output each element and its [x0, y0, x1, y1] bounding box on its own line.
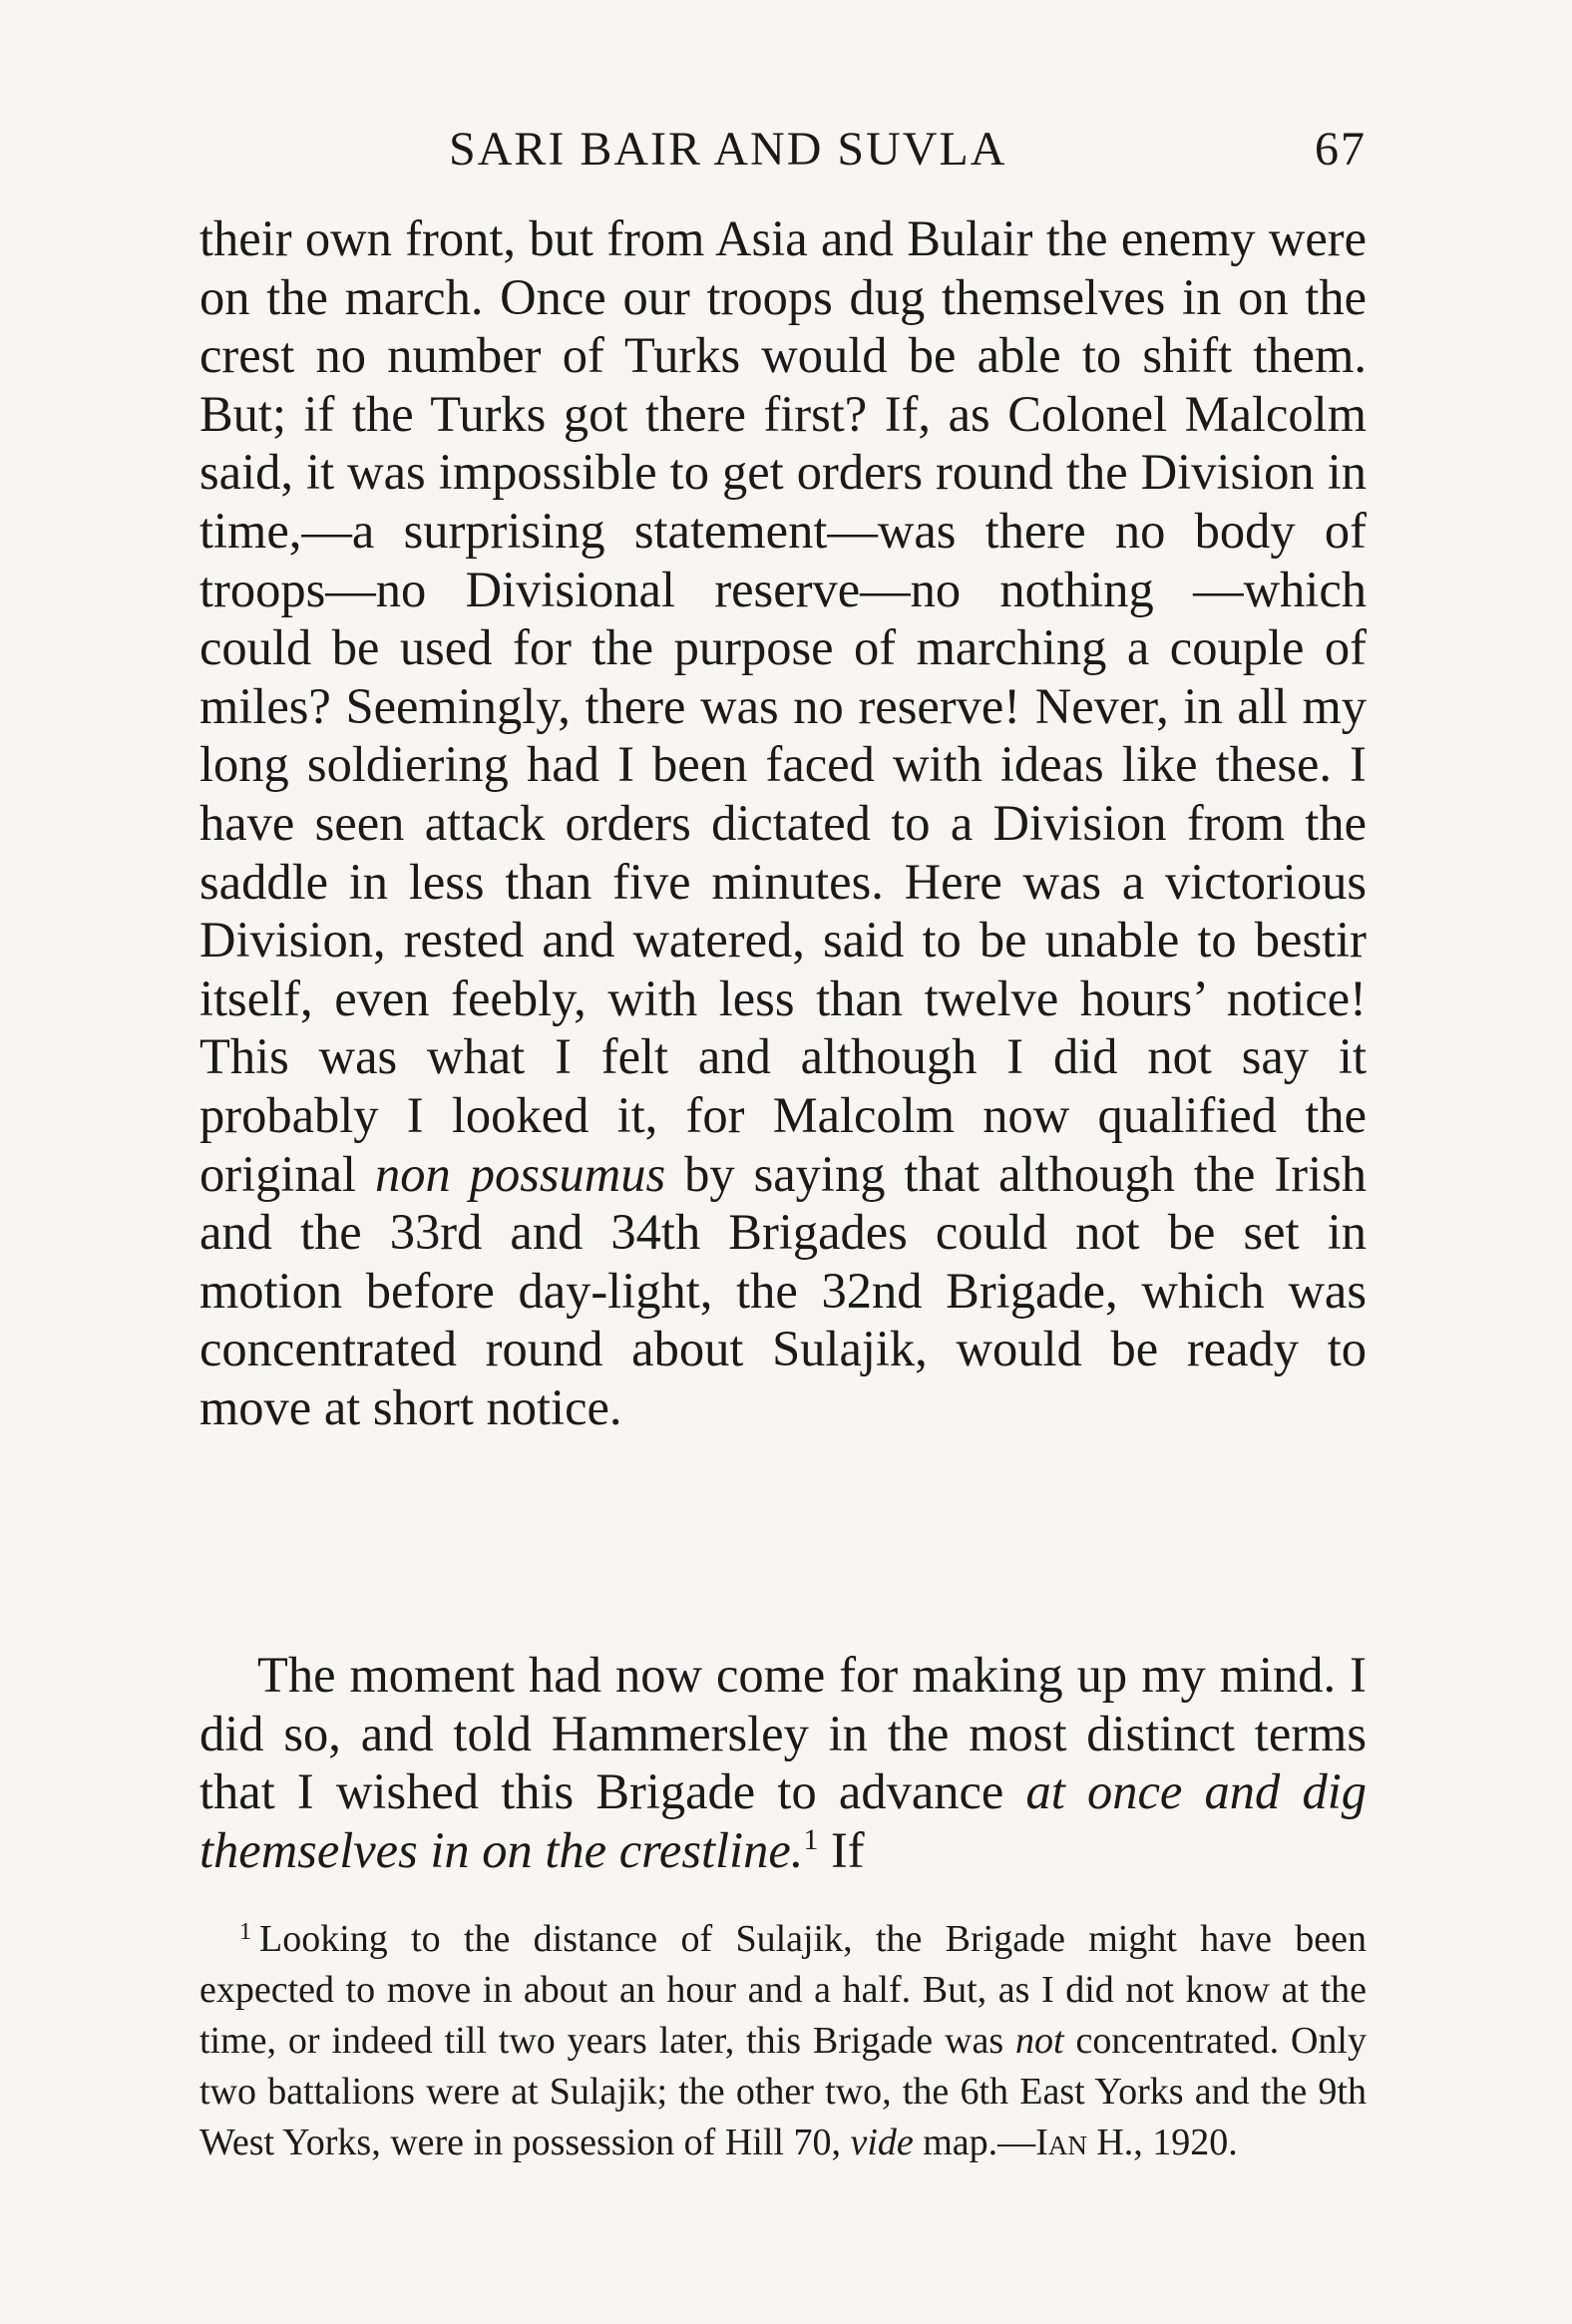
footnote-text-4: , 1920.: [1133, 2122, 1238, 2163]
running-head: [199, 122, 1367, 182]
footnote-text-3: map.—: [913, 2122, 1036, 2163]
running-title: SARI BAIR AND SUVLA: [449, 123, 1007, 176]
paragraph-2: [199, 1646, 1367, 1879]
paragraph-2-text: The moment had now come for making up my mind. I did so, and told Hammersley in the most distinct terms that I wished this Brigade to advance: [199, 1647, 1367, 1820]
page-number: 67: [1315, 123, 1367, 176]
footnote-mark: 1: [239, 1919, 251, 1945]
paragraph-1-text-after: by saying that although the Irish and the 33rd and 34th Brigades could not be set in motion before day-light, the 32nd Brigade, which was concentrated round about Sulajik, would be ready to move at short notice.: [199, 1145, 1368, 1435]
footnote-text-1: Looking to the distance of Sulajik, the Brigade might have been expected to move in about an hour and a half. But, as I did not know at the time, or indeed till two years later, this Brigade was: [199, 1918, 1367, 2062]
paragraph-1-italic: non possumus: [375, 1145, 666, 1202]
paragraph-2-text-after: If: [818, 1821, 865, 1878]
footnote-signature: Ian H.: [1035, 2122, 1134, 2163]
paragraph-1-text: their own front, but from Asia and Bulair the enemy were on the march. Once our troops dug themselves in on the crest no number of Turks would be able to shift them. But; if the Turks got there first? If, as Colonel Malcolm said, it was impossible to get orders round the Division in time,—a surprising statement—was there no body of troops—no Divisional reserve—no nothing —which could be used for the purpose of marching a couple of miles? Seemingly, there was no reserve! Never, in all my long soldiering had I been faced with ideas like these. I have seen attack orders dictated to a Division from the saddle in less than five minutes. Here was a victorious Division, rested and watered, said to be unable to bestir itself, even feebly, with less than twelve hours’ notice! This was what I felt and although I did not say it probably I looked it, for Malcolm now qualified the original: [199, 210, 1367, 1202]
footnote-italic-2: vide: [850, 2122, 914, 2163]
paragraph-2-italic: at once and dig themselves in on the crestline.: [199, 1763, 1368, 1878]
paragraph-1: [199, 209, 1367, 1436]
footnote-text-2: concentrated. Only two battalions were at Sulajik; the other two, the 6th East Yorks and the 9th West Yorks, were in possession of Hill 70,: [199, 2020, 1367, 2163]
footnote: [199, 1907, 1367, 2168]
footnote-reference: 1: [803, 1822, 819, 1856]
footnote-italic-1: not: [1015, 2020, 1064, 2062]
